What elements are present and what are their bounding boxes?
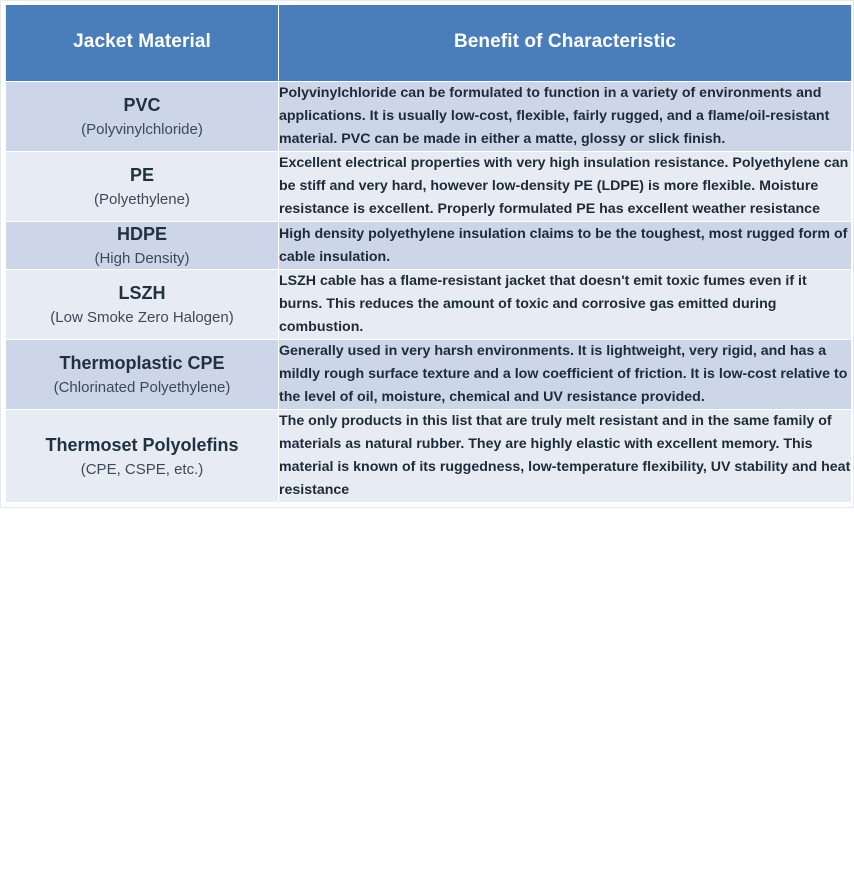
cell-benefit <box>279 340 852 410</box>
cell-benefit <box>279 222 852 270</box>
material-subtitle: (Polyethylene) <box>94 191 190 209</box>
material-name: PVC <box>123 94 161 115</box>
material-subtitle: (Polyvinylchloride) <box>81 121 203 139</box>
table-row <box>6 82 852 152</box>
cell-benefit <box>279 152 852 222</box>
material-name: PE <box>129 164 154 185</box>
benefit-text: Excellent electrical properties with very high insulation resistance. Polyethylene can be stiff and very hard, however low-density PE (LDPE) is more flexible. Moisture resistance is excellent. Properly formulated PE has excellent weather resistance <box>279 155 849 217</box>
column-header-jacket-material: Jacket Material <box>6 5 279 82</box>
material-name: Thermoplastic CPE <box>59 353 225 374</box>
benefit-text: Polyvinylchloride can be formulated to function in a variety of environments and applications. It is usually low-cost, flexible, fairly rugged, and a flame/oil-resistant material. PVC can be made in either a matte, glossy or slick finish. <box>279 85 830 147</box>
cell-material <box>6 152 279 222</box>
cell-material <box>6 410 279 503</box>
cell-material <box>6 82 279 152</box>
benefit-text: Generally used in very harsh environments. It is lightweight, very rigid, and has a mildly rough surface texture and a low coefficient of friction. It is low-cost relative to the level of oil, moisture, chemical and UV resistance provided. <box>279 343 848 406</box>
table-row <box>6 340 852 410</box>
header-row <box>6 5 852 82</box>
table-row <box>6 222 852 270</box>
material-name: LSZH <box>118 283 166 304</box>
material-name: Thermoset Polyolefins <box>45 434 239 455</box>
material-subtitle: (High Density) <box>94 250 190 268</box>
material-subtitle: (Chlorinated Polyethylene) <box>53 379 231 397</box>
cell-benefit <box>279 270 852 340</box>
material-subtitle: (CPE, CSPE, etc.) <box>80 460 204 478</box>
jacket-material-table <box>5 4 852 503</box>
material-name: HDPE <box>116 224 167 244</box>
column-header-benefit: Benefit of Characteristic <box>279 5 852 82</box>
benefit-text: The only products in this list that are truly melt resistant and in the same family of materials as natural rubber. They are highly elastic with excellent memory. This material is known of its ruggedness, low-temperature flexibility, UV stability and heat resistance <box>279 413 851 499</box>
table-row <box>6 410 852 503</box>
benefit-text: LSZH cable has a flame-resistant jacket that doesn't emit toxic fumes even if it burns. This reduces the amount of toxic and corrosive gas emitted during combustion. <box>279 273 807 336</box>
cell-material <box>6 270 279 340</box>
cell-material <box>6 340 279 410</box>
cell-benefit <box>279 82 852 152</box>
table-row <box>6 152 852 222</box>
cell-benefit <box>279 410 852 503</box>
table-row <box>6 270 852 340</box>
table-body <box>6 82 852 503</box>
cell-material <box>6 222 279 270</box>
material-subtitle: (Low Smoke Zero Halogen) <box>50 309 234 327</box>
benefit-text: High density polyethylene insulation claims to be the toughest, most rugged form of cable insulation. <box>279 225 848 265</box>
table-header <box>6 5 852 82</box>
